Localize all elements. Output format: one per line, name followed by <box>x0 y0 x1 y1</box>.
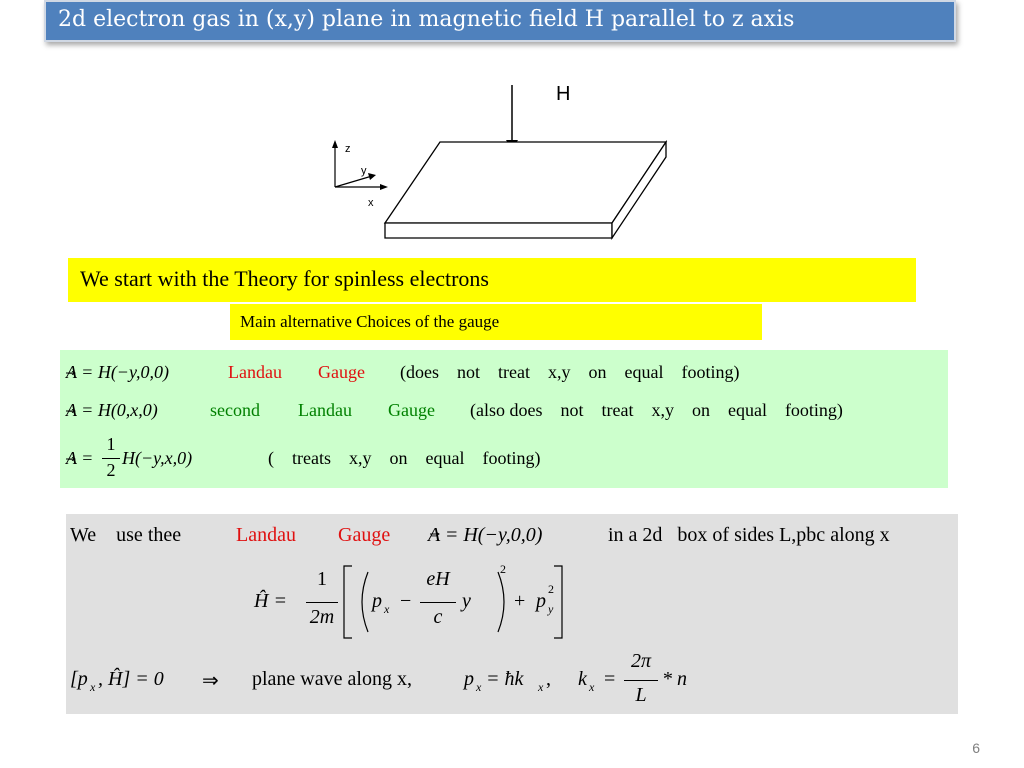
y-axis <box>335 176 372 187</box>
box-description: in a 2d box of sides L,pbc along x <box>608 524 890 546</box>
gauge-1-word-1: Landau <box>228 362 282 382</box>
hamiltonian-frac-bar <box>306 602 338 603</box>
gauge-3-note: ( treats x,y on equal footing) <box>268 448 541 468</box>
gauge-choices-banner <box>230 304 762 340</box>
hamiltonian-lhs: Ĥ = <box>254 590 287 612</box>
hamiltonian-minus: − <box>400 590 412 612</box>
momentum-p: p <box>464 668 474 690</box>
commutator-sub: x <box>90 680 96 694</box>
vector-arrow-1 <box>66 360 76 364</box>
gauge-1-word-2: Gauge <box>318 362 365 382</box>
gauge-1-note: (does not treat x,y on equal footing) <box>400 362 740 382</box>
gauge-2-word-1: second <box>210 400 260 420</box>
we-use-text: We use thee <box>70 524 182 546</box>
gauge-1-formula: A = H(−y,0,0) <box>66 362 169 382</box>
momentum-rest: = ħk <box>486 668 524 690</box>
wavevector-k: k <box>578 668 587 690</box>
hamiltonian-frac-num: 1 <box>317 568 327 590</box>
momentum-rest-sub: x <box>538 680 544 694</box>
hamiltonian-px-sub: x <box>384 602 390 616</box>
gauge-2-note: (also does not treat x,y on equal footing) <box>470 400 843 420</box>
slide-title: 2d electron gas in (x,y) plane in magnetic field H parallel to z axis <box>58 7 795 32</box>
hamiltonian-px: p <box>372 590 382 612</box>
title-bar <box>44 0 956 42</box>
momentum-sub: x <box>476 680 482 694</box>
hamiltonian-eh-bar <box>420 602 456 603</box>
vector-arrow-3 <box>66 446 76 450</box>
field-label: H <box>556 83 571 105</box>
gauge-list-panel <box>60 350 948 488</box>
hamiltonian-eh-den: c <box>433 606 443 628</box>
axis-z-label: z <box>345 143 351 155</box>
page-number: 6 <box>972 740 980 756</box>
hamiltonian-py-sup: 2 <box>548 582 554 596</box>
gauge-3-frac-num: 1 <box>106 434 116 454</box>
commutator-rest: , Ĥ] = 0 <box>98 668 164 690</box>
axis-y-label: y <box>361 165 367 177</box>
plane-wave-text: plane wave along x, <box>252 668 412 690</box>
wavevector-rest: * n <box>662 668 687 690</box>
wavevector-equals: = <box>604 668 616 690</box>
wavevector-frac-num: 2π <box>630 650 652 672</box>
wavevector-frac-bar <box>624 680 658 681</box>
hamiltonian-eh-num: eH <box>426 568 450 590</box>
y-axis-head <box>368 173 376 180</box>
hamiltonian-plus: + <box>514 590 526 612</box>
main-gauge-word-1: Landau <box>236 524 296 546</box>
theory-banner <box>68 258 916 302</box>
commutator-open: [p <box>70 668 88 690</box>
slab-front <box>385 223 612 238</box>
z-axis-head <box>332 140 338 148</box>
hamiltonian-py: p <box>536 590 546 612</box>
gauge-2-formula: A = H(0,x,0) <box>66 400 158 420</box>
gauge-3-frac-den: 2 <box>106 460 116 480</box>
wavevector-sub: x <box>589 680 595 694</box>
hamiltonian-square: 2 <box>500 562 506 576</box>
electron-gas-diagram <box>320 70 680 250</box>
main-gauge-formula: A = H(−y,0,0) <box>428 524 543 546</box>
momentum-comma: , <box>546 668 551 690</box>
hamiltonian-frac-den: 2m <box>309 606 335 628</box>
wavevector-frac-den: L <box>635 684 647 706</box>
gauge-3-frac-bar <box>102 458 120 459</box>
x-axis-head <box>380 184 388 190</box>
implies-symbol: ⇒ <box>202 670 219 692</box>
vector-arrow-4 <box>430 521 440 525</box>
landau-hamiltonian-panel <box>66 514 958 714</box>
main-gauge-word-2: Gauge <box>338 524 391 546</box>
hamiltonian-equation <box>254 564 574 640</box>
gauge-2-word-2: Landau <box>298 400 352 420</box>
hamiltonian-y: y <box>462 590 471 612</box>
theory-banner-text: We start with the Theory for spinless electrons <box>80 266 489 291</box>
gauge-3-formula-prefix: A = <box>66 448 94 468</box>
hamiltonian-py-sub: y <box>548 602 554 616</box>
gauge-row-3 <box>60 434 948 482</box>
vector-arrow-2 <box>66 398 76 402</box>
gauge-choices-text: Main alternative Choices of the gauge <box>240 312 500 331</box>
gauge-3-formula-suffix: H(−y,x,0) <box>122 448 193 468</box>
gauge-2-word-3: Gauge <box>388 400 435 420</box>
axis-x-label: x <box>368 197 374 209</box>
